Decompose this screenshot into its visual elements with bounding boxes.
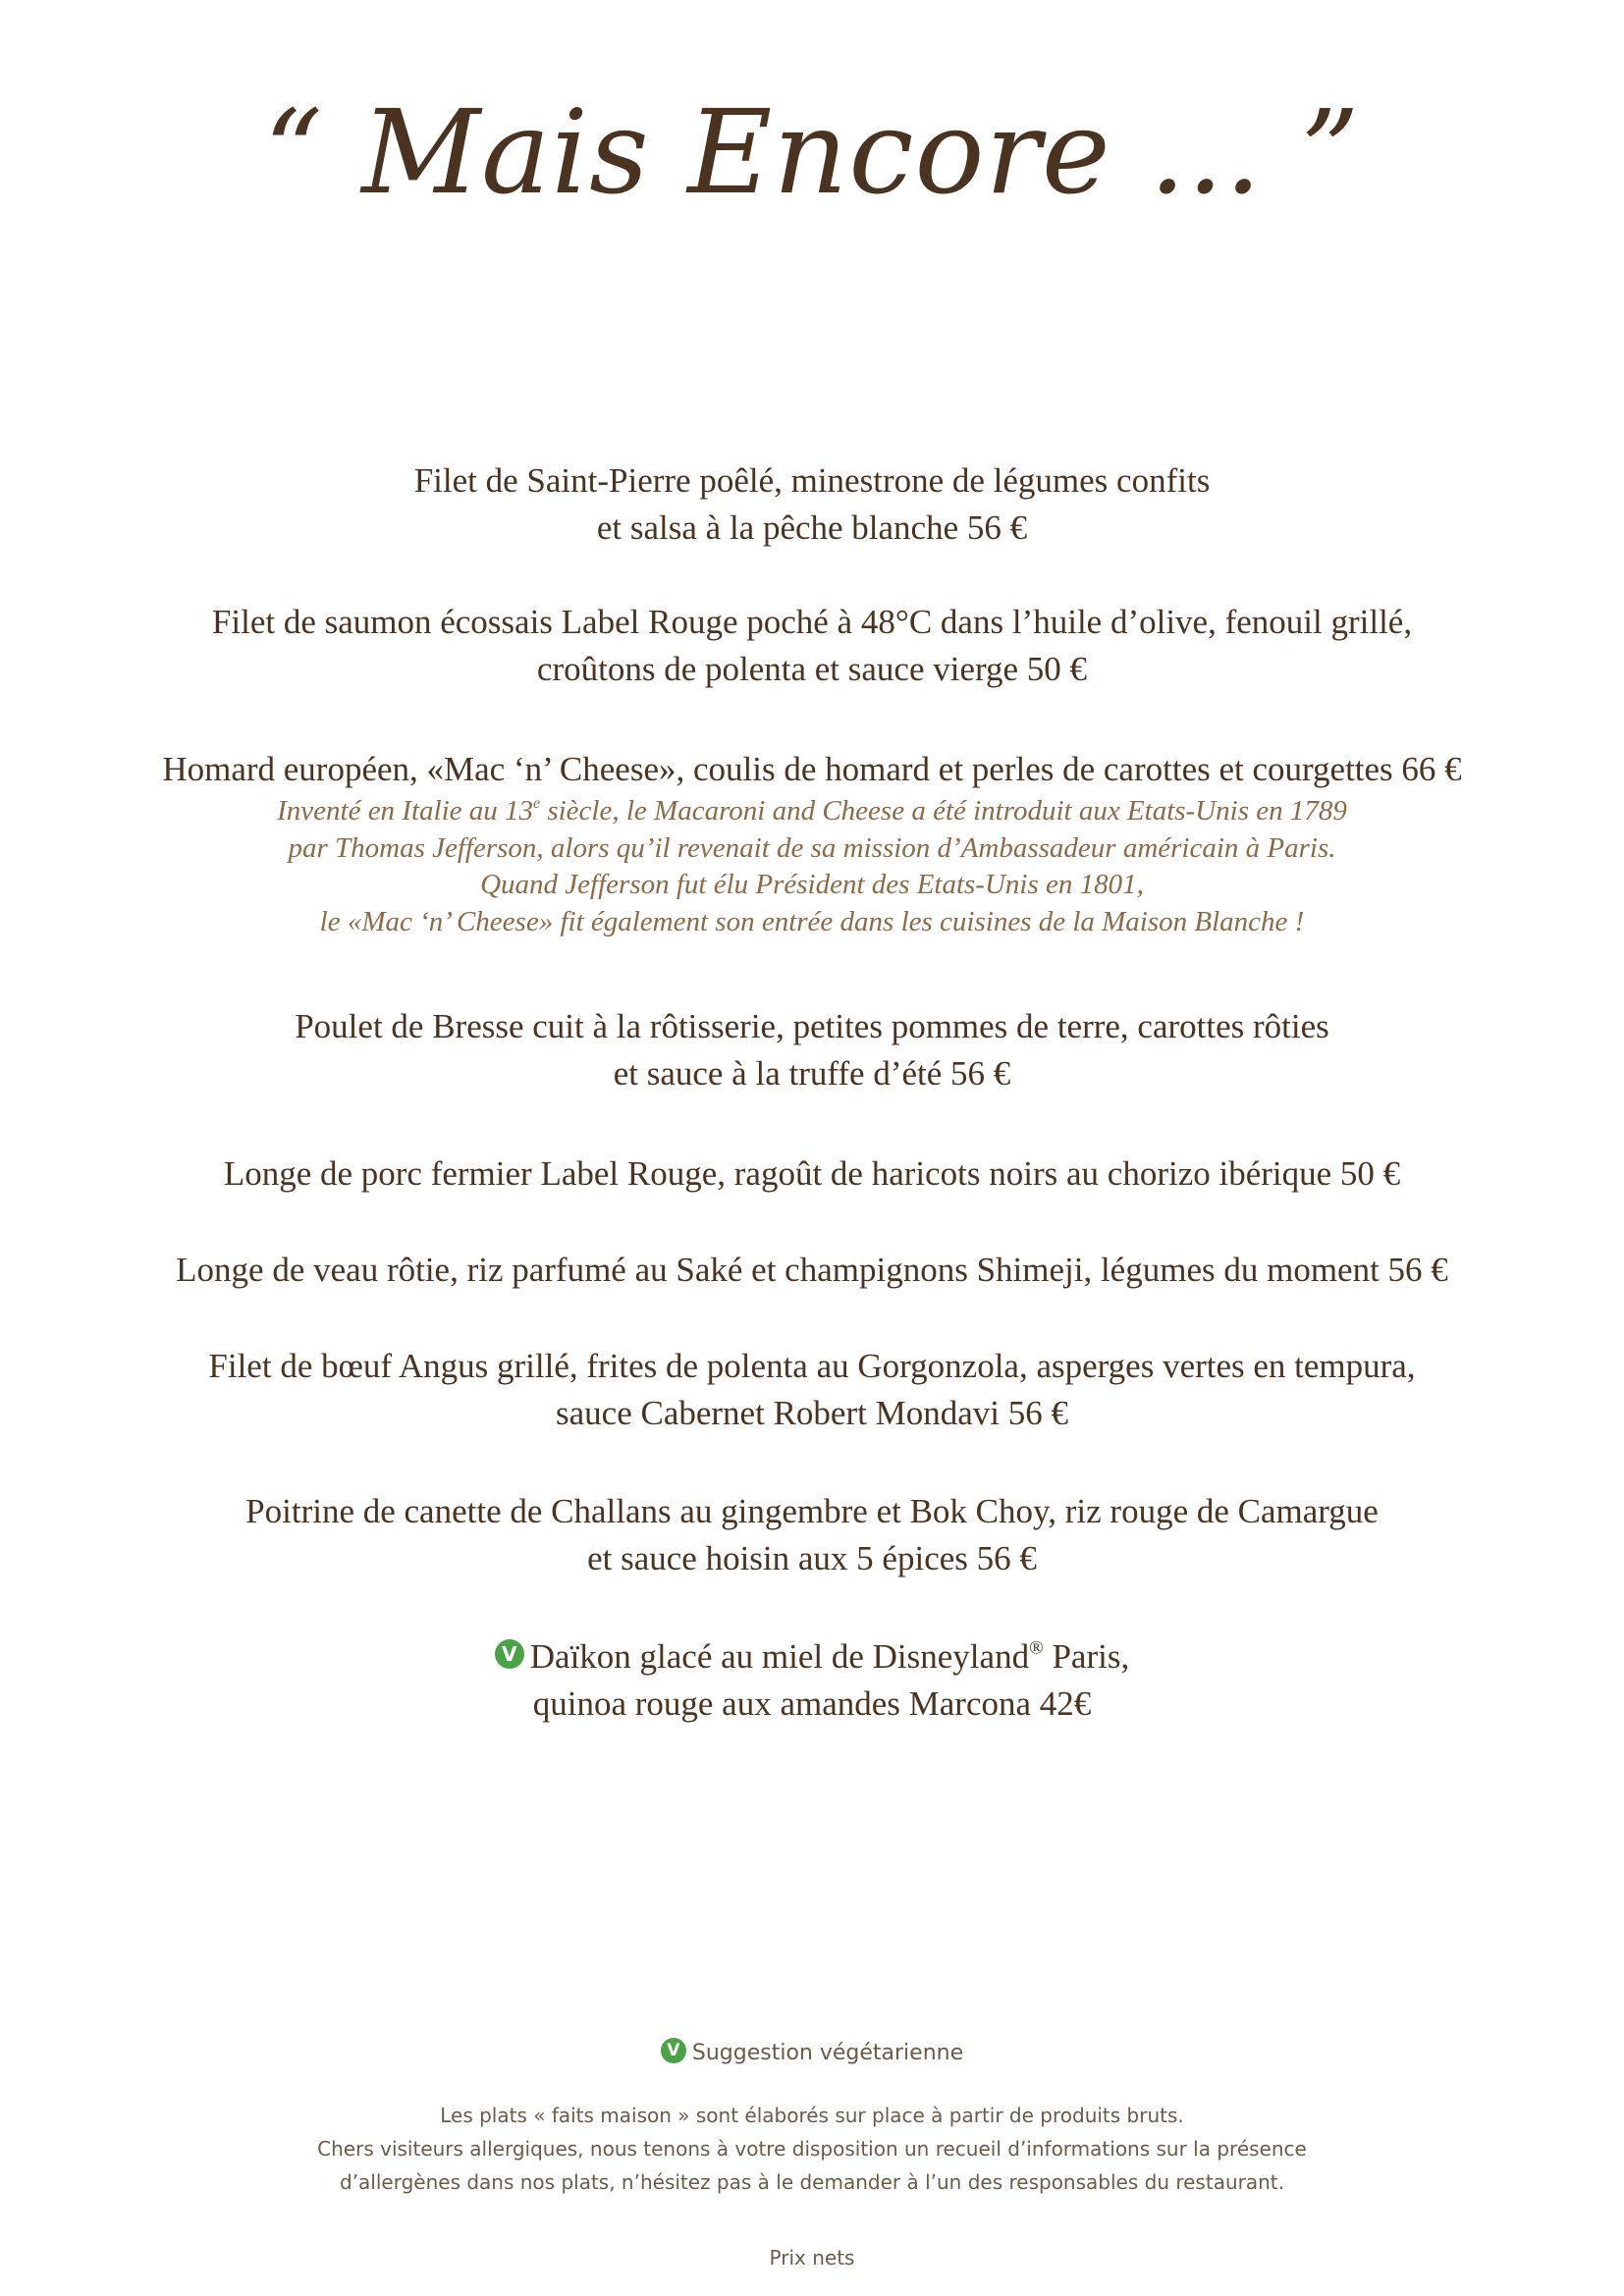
prix-nets: Prix nets [769,2246,855,2269]
allergen-footer [0,2099,1624,2199]
dish-line-price: quinoa rouge aux amandes Marcona 42€ [532,1684,1092,1723]
dish-line: V Daïkon glacé au miel de Disneyland® Paris, [0,1633,1624,1681]
footer-line: Chers visiteurs allergiques, nous tenons à votre disposition un recueil d’informations sur la présence [317,2137,1307,2161]
vegetarian-v-icon: V [495,1639,524,1669]
dish-line-price: sauce Cabernet Robert Mondavi 56 € [556,1394,1068,1432]
dish-line-price: et salsa à la pêche blanche 56 € [596,508,1028,547]
dish-boeuf [0,1343,1624,1437]
dish-line-price: croûtons de polenta et sauce vierge 50 € [536,650,1088,688]
dish-canette [0,1488,1624,1582]
dish-line: Filet de saumon écossais Label Rouge poché à 48°C dans l’huile d’olive, fenouil grillé, [211,603,1413,641]
dish-line-price: et sauce à la truffe d’été 56 € [613,1054,1011,1093]
dish-daikon [0,1633,1624,1728]
note-line: le «Mac ‘n’ Cheese» fit également son entrée dans les cuisines de la Maison Blanche ! [319,905,1305,937]
dish-saumon [0,599,1624,693]
dish-line-price: Longe de porc fermier Label Rouge, ragoût de haricots noirs au chorizo ibérique 50 € [223,1154,1401,1193]
note-line: Inventé en Italie au 13e siècle, le Macaroni and Cheese a été introduit aux Etats-Unis en 1789 [277,795,1347,827]
dish-homard [0,746,1624,793]
dish-line: Filet de bœuf Angus grillé, frites de polenta au Gorgonzola, asperges vertes en tempura, [208,1347,1416,1385]
dish-poulet [0,1003,1624,1097]
dish-porc [0,1150,1624,1198]
dish-line-price: Longe de veau rôtie, riz parfumé au Saké et champignons Shimeji, légumes du moment 56 € [176,1251,1448,1289]
vegetarian-v-icon: V [661,2038,686,2063]
footer-line: Les plats « faits maison » sont élaborés sur place à partir de produits bruts. [440,2104,1184,2127]
vegetarian-legend [0,2037,1624,2070]
legend-label: Suggestion végétarienne [691,2041,964,2065]
dish-saint-pierre [0,457,1624,552]
dish-line-price: Homard européen, «Mac ‘n’ Cheese», coulis de homard et perles de carottes et courgettes 66 € [162,750,1462,788]
dish-veau [0,1247,1624,1294]
dish-line: Poitrine de canette de Challans au gingembre et Bok Choy, riz rouge de Camargue [245,1492,1379,1530]
dish-line: Filet de Saint-Pierre poêlé, minestrone de légumes confits [413,461,1211,500]
dish-line-price: et sauce hoisin aux 5 épices 56 € [587,1539,1037,1577]
footer-line: d’allergènes dans nos plats, n’hésitez pas à le demander à l’un des responsables du restaurant. [340,2170,1284,2194]
homard-history-note [0,793,1624,940]
note-line: Quand Jefferson fut élu Président des Etats-Unis en 1801, [480,869,1144,900]
menu-title: “ Mais Encore ... ” [263,84,1361,220]
dish-line: Poulet de Bresse cuit à la rôtisserie, petites pommes de terre, carottes rôties [295,1007,1329,1045]
note-line: par Thomas Jefferson, alors qu’il revenait de sa mission d’Ambassadeur américain à Paris. [288,831,1336,864]
